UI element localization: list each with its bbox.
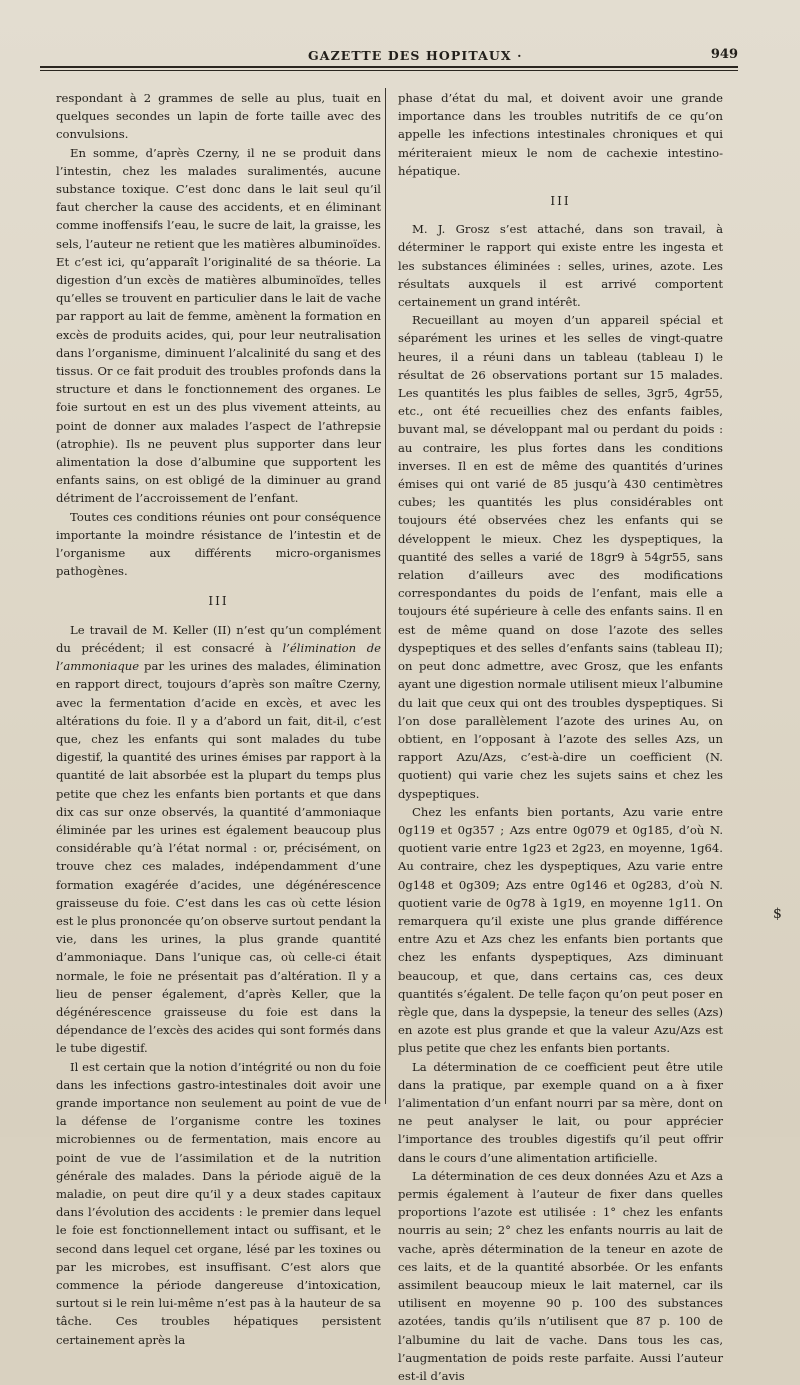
header-rule-thin: [40, 70, 738, 71]
left-paragraph-4: [56, 621, 381, 1058]
right-paragraph-5: La détermination de ce coefficient peut être utile dans la pratique, par exemple quand on a à fixer l’alimentation d’un enfant nourri par sa mère, dont on ne peut analyser le lait, ou pour apprécier l’importance des troubles digestifs qu’il peut offrir dans le cours d’une alimentation artificielle.: [398, 1059, 723, 1165]
right-paragraph-2: M. J. Grosz s’est attaché, dans son travail, à déterminer le rapport qui existe entre les ingesta et les substances éliminées : selles, urines, azote. Les résultats auxquels il est arrivé comportent certainement un grand intérêt.: [398, 222, 723, 310]
left-paragraph-5: Il est certain que la notion d’intégrité ou non du foie dans les infections gastro-intestinales doit avoir une grande importance non seulement au point de vue de la défense de l’organisme contre les toxines microbiennes ou de fermentation, mais encore au point de vue de l’assimilation et de la nutrition générale des malades. Dans la période aiguë de la maladie, on peut dire qu’il y a deux stades capitaux dans l’évolution des accidents : le premier dans lequel le foie est fonctionnellement intact ou suffisant, et le second dans lequel cet organe, lésé par les toxines ou par les microbes, est insuffisant. C’est alors que commence la période dangereuse d’intoxication, surtout si le rein lui-même n’est pas à la hauteur de sa tâche. Ces troubles hépatiques persistent certainement après la: [56, 1059, 381, 1347]
header-dot: ·: [517, 48, 523, 63]
left-paragraph-3: Toutes ces conditions réunies ont pour conséquence importante la moindre résistance de l’intestin et de l’organisme aux différents micro-organismes pathogènes.: [56, 509, 381, 579]
right-paragraph-1: phase d’état du mal, et doivent avoir une grande importance dans les troubles nutritifs de ce qu’on appelle les infections intestinales chroniques et qui mériteraient mieux le nom de cachexie intestino-hépatique.: [398, 91, 723, 178]
left-column: [56, 89, 381, 1349]
left-paragraph-2: En somme, d’après Czerny, il ne se produit dans l’intestin, chez les malades suralimentés, aucune substance toxique. C’est donc dans le lait seul qu’il faut chercher la cause des accidents, et en éliminant comme inoffensifs l’eau, le sucre de lait, la graisse, les sels, l’auteur ne retient que les matières albuminoïdes. Et c’est ici, qu’apparaît l’originalité de sa théorie. La digestion d’un excès de matières albuminoïdes, telles qu’elles se trouvent en particulier dans le lait de vache par rapport au lait de femme, amènent la formation en excès de produits acides, qui, pour leur neutralisation dans l’organisme, diminuent l’alcalinité du sang et des tissus. Or ce fait produit des troubles profonds dans la structure et dans le fonctionnement des organes. Le foie surtout en est un des plus vivement atteints, au point de donner aux malades l’aspect de l’athrepsie (atrophie). Ils ne peuvent plus supporter dans leur alimentation la dose d’albumine que supportent les enfants sains, on est obligé de la diminuer au grand détriment de l’accroissement de l’enfant.: [56, 145, 381, 506]
column-divider: [385, 88, 386, 1104]
journal-title: [308, 48, 523, 63]
right-paragraph-3: Recueillant au moyen d’un appareil spécial et séparément les urines et les selles de vingt-quatre heures, il a réuni dans un tableau (tableau I) le résultat de 26 observations portant sur 15 malades. Les quantités les plus faibles de selles, 3gr5, 4gr55, etc., ont été recueillies chez des enfants faibles, buvant mal, se développant mal ou perdant du poids : au contraire, les plus fortes dans les conditions inverses. Il en est de même des quantités d’urines émises qui ont varié de 85 jusqu’à 430 centimètres cubes; les quantités les plus considérables ont toujours été observées chez les enfants qui se développent le mieux. Chez les dyspeptiques, la quantité des selles a varié de 18gr9 à 54gr55, sans relation d’ailleurs avec des modifications correspondantes du poids de l’enfant, mais elle a toujours été supérieure à celle des enfants sains. Il en est de même quand on dose l’azote des selles dyspeptiques et des selles d’enfants sains (tableau II); on peut donc admettre, avec Grosz, que les enfants ayant une digestion normale utilisent mieux l’albumine du lait que ceux qui ont des troubles dyspeptiques. Si l’on dose parallèlement l’azote des urines Au, on obtient, en l’opposant à l’azote des selles Azs, un rapport Azu/Azs, c’est-à-dire un coefficient (N. quotient) qui varie chez les sujets sains et chez les dyspeptiques.: [398, 313, 723, 801]
left-p4-start: Le travail de M. Keller (II) n’est qu’un complément du précédent; il est consacré à: [56, 622, 381, 655]
right-section-heading: III: [550, 194, 571, 209]
header-rule-thick: [40, 66, 738, 68]
left-section-heading: III: [208, 594, 229, 609]
left-p4-rest: par les urines des malades, élimination en rapport direct, toujours d’après son maître Czerny, avec la fermentation d’acide en excès, et avec les altérations du foie. Il y a d’abord un fait, dit-il, c’est que, chez les enfants qui sont malades du tube digestif, la quantité des urines émises par rapport à la quantité de lait absorbée est la plupart du temps plus petite que chez les enfants bien portants et que dans dix cas sur onze observés, la quantité d’ammoniaque éliminée par les urines est également beaucoup plus considérable qu’à l’état normal : or, précisément, on trouve chez ces malades, indépendamment d’une formation exagérée d’acides, une dégénérescence graisseuse du foie. C’est dans les cas où cette lésion est le plus prononcée qu’on observe surtout pendant la vie, dans les urines, la plus grande quantité d’ammoniaque. Dans l’unique cas, où celle-ci était normale, le foie ne présentait pas d’altération. Il y a lieu de penser également, d’après Keller, que la dégénérescence graisseuse du foie est dans la dépendance de l’excès des acides qui sont formés dans le tube digestif.: [56, 659, 381, 1056]
right-column: [398, 89, 723, 1385]
left-paragraph-1: respondant à 2 grammes de selle au plus, tuait en quelques secondes un lapin de forte taille avec des convulsions.: [56, 91, 381, 142]
right-paragraph-4: Chez les enfants bien portants, Azu varie entre 0g119 et 0g357 ; Azs entre 0g079 et 0g185, d’où N. quotient varie entre 1g23 et 2g23, en moyenne, 1g64. Au contraire, chez les dyspeptiques, Azu varie entre 0g148 et 0g309; Azs entre 0g146 et 0g283, d’où N. quotient varie de 0g78 à 1g19, en moyenne 1g11. On remarquera qu’il existe une plus grande différence entre Azu et Azs chez les enfants bien portants que chez les enfants dyspeptiques, Azs diminuant beaucoup, et que, dans certains cas, ces deux quantités s’égalent. De telle façon qu’on peut poser en règle que, dans la dyspepsie, la teneur des selles (Azs) en azote est plus grande et que la valeur Azu/Azs est plus petite que chez les enfants bien portants.: [398, 804, 723, 1056]
margin-mark: $: [773, 906, 782, 922]
right-paragraph-6: La détermination de ces deux données Azu et Azs a permis également à l’auteur de fixer dans quelles proportions l’azote est utilisée : 1° chez les enfants nourris au sein; 2° chez les enfants nourris au lait de vache, après détermination de la teneur en azote de ces laits, et de la quantité absorbée. Or les enfants assimilent beaucoup mieux le lait maternel, car ils utilisent en moyenne 90 p. 100 des substances azotées, tandis qu’ils n’utilisent que 87 p. 100 de l’albumine du lait de vache. Dans tous les cas, l’augmentation de poids reste parfaite. Aussi l’auteur est-il d’avis: [398, 1168, 723, 1384]
page-header: [40, 46, 740, 68]
journal-title-text: GAZETTE DES HOPITAUX: [308, 48, 512, 63]
left-p4-emphasis: l’élimination de l’ammoniaque: [56, 640, 381, 674]
page-number: 949: [710, 47, 738, 62]
